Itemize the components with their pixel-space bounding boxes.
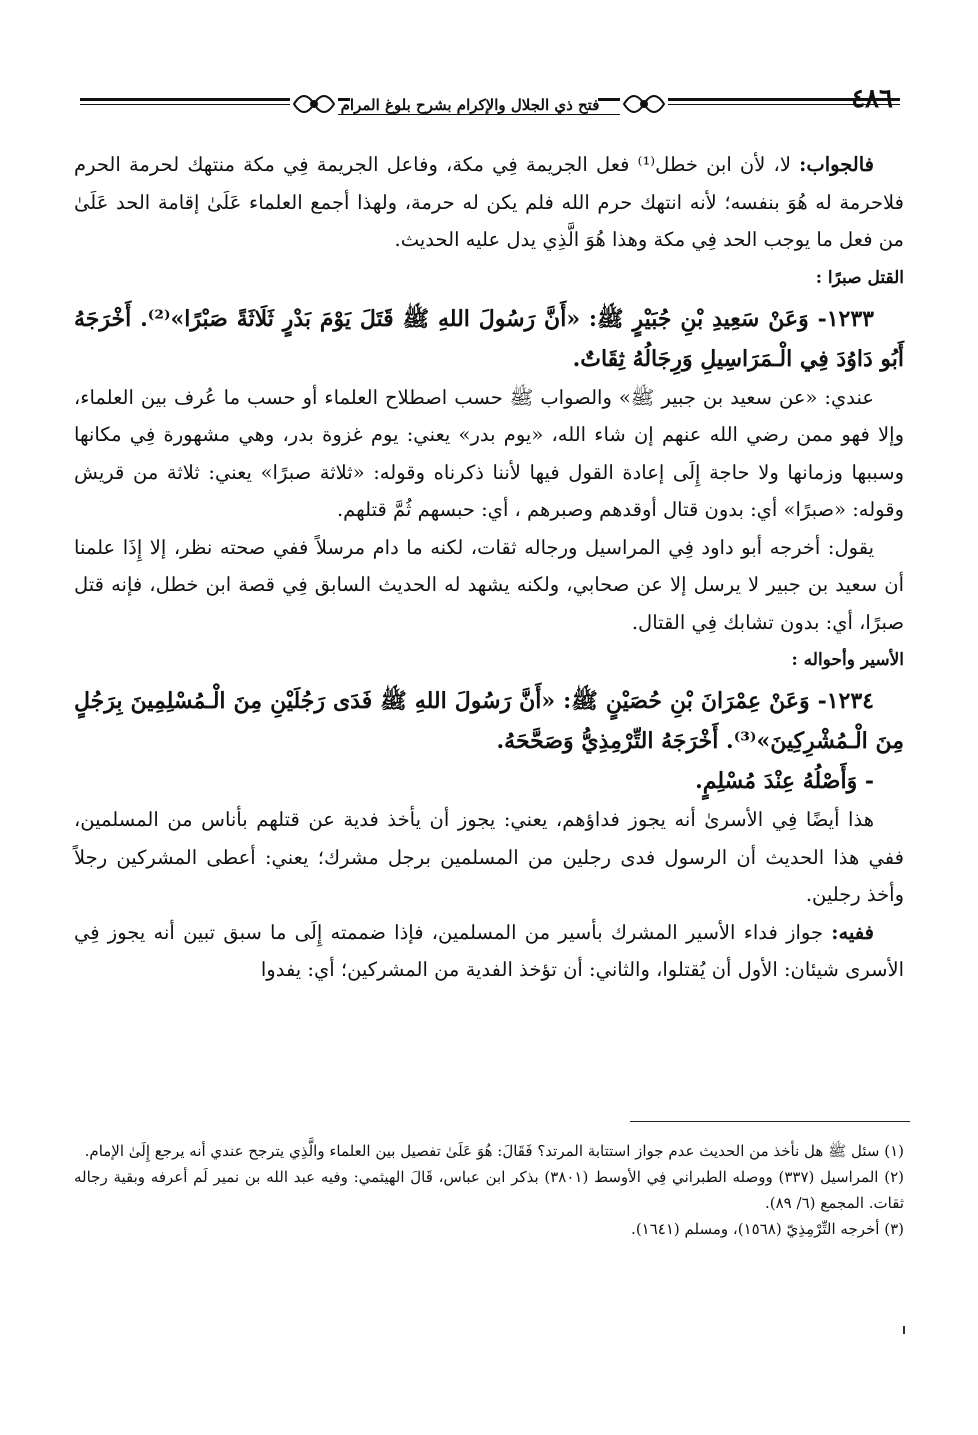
footnote: (٣) أخرجه التِّرْمِذِيّ (١٥٦٨)، ومسلم (١٦٤١). [631, 1220, 904, 1238]
section-heading: القتل صبرًا : [815, 267, 904, 288]
paragraph: هذا أيضًا فِي الأسرىٰ أنه يجوز فداؤهم، يعني: يجوز أن يأخذ فدية عن قتلهم بأناس من المسلمين، ففي هذا الحديث أن الرسول فدى رجلين من المسلمين برجل مشرك؛ يعني: أعطى المشركين رجلاً وأخذ رجلين. [74, 808, 904, 906]
benefit-lead: ففيه: [831, 920, 874, 944]
answer-lead: فالجواب: [799, 153, 874, 176]
paragraph [74, 914, 904, 989]
floral-ornament-icon [290, 84, 338, 124]
paragraph-text: جواز فداء الأسير المشرك بأسير من المسلمين، فإذا ضممته إِلَى ما سبق تبين أنه يجوز فِي الأسرى شيئان: الأول أن يُقتلوا، والثاني: أن تؤخذ الفدية من المشركين؛ أي: يفدوا [74, 920, 904, 981]
footnote: (١) سئل ﷺ هل نأخذ من الحديث عدم جواز استتابة المرتد؟ فَقَالَ: هُوَ عَلَىٰ تفصيل بين العلماء والَّذِي يترجح عندي أنه يرجع إِلَىٰ الإمام. [84, 1142, 904, 1160]
footnote-divider [630, 1121, 910, 1122]
paragraph [74, 146, 904, 259]
running-title: فتح ذي الجلال والإكرام بشرح بلوغ المرام [340, 96, 600, 114]
hadith-text: ١٢٣٣- وَعَنْ سَعِيدِ بْنِ جُبَيْرٍ ﷺ: «أَنَّ رَسُولَ اللهِ ﷺ قَتَلَ يَوْمَ بَدْرٍ ثَلَاثَةً صَبْرًا»⁽²⁾. أَخْرَجَهُ أَبُو دَاوُدَ فِي الْـمَرَاسِيلِ وَرِجَالُهُ ثِقَاتٌ. [74, 305, 904, 372]
floral-ornament-icon [620, 84, 668, 124]
hadith-text: - وَأَصْلُهُ عِنْدَ مُسْلِمٍ. [695, 768, 874, 794]
scan-mark [903, 1326, 905, 1334]
paragraph-text: لا، لأن ابن خطل⁽¹⁾ فعل الجريمة فِي مكة، وفاعل الجريمة فِي مكة منتهك لحرمة الحرم فلاحرمة له هُوَ بنفسه؛ لأنه انتهك حرم الله فلم يكن له حرمة، ولهذا أجمع العلماء عَلَىٰ إقامة الحد عَلَىٰ من فعل ما يوجب الحد فِي مكة وهذا هُوَ الَّذِي يدل عليه الحديث. [74, 153, 904, 251]
footnotes [74, 1138, 904, 1242]
hadith-text: ١٢٣٤- وَعَنْ عِمْرَانَ بْنِ حُصَيْنٍ ﷺ: «أَنَّ رَسُولَ اللهِ ﷺ فَدَى رَجُلَيْنِ مِنَ الْـمُسْلِمِينَ بِرَجُلٍ مِنَ الْـمُشْرِكِينَ»⁽³⁾. أَخْرَجَهُ التِّرْمِذِيُّ وَصَحَّحَهُ. [74, 688, 904, 754]
paragraph: عندي: «عن سعيد بن جبير ﷺ» والصواب ﷺ حسب اصطلاح العلماء أو حسب ما عُرف بين العلماء، وإلا فهو ممن رضي الله عنهم إن شاء الله، «يوم بدر» يعني: يوم غزوة بدر، وهي مشهورة فِي مكانها وسببها وزمانها ولا حاجة إِلَى إعادة القول فيها لأننا ذكرناه وقوله: «ثلاثة صبرًا» يعني: ثلاثة من قريش وقوله: «صبرًا» أي: بدون قتال أوقدهم وصبرهم ، أي: حبسهم ثُمَّ قتلهم. [74, 385, 904, 521]
footnote: (٢) المراسيل (٣٣٧) ووصله الطبراني فِي الأوسط (٣٨٠١) بذكر ابن عباس، قَالَ الهيثمي: وفيه عبد الله بن نمير لَم أعرفه وبقية رجاله ثقات. المجمع (٦/ ٨٩). [74, 1168, 904, 1212]
section-heading: الأسير وأحواله : [791, 650, 904, 670]
paragraph: يقول: أخرجه أبو داود فِي المراسيل ورجاله ثقات، لكنه ما دام مرسلاً ففي صحته نظر، إلا إِذَا علمنا أن سعيد بن جبير لا يرسل إلا عن صحابي، ولكنه يشهد له الحديث السابق فِي قصة ابن خطل، فإنه قتل صبرًا، أي: بدون تشابك فِي القتال. [74, 535, 904, 634]
main-text [74, 146, 904, 989]
page-number: ٤٨٦ [851, 84, 893, 114]
